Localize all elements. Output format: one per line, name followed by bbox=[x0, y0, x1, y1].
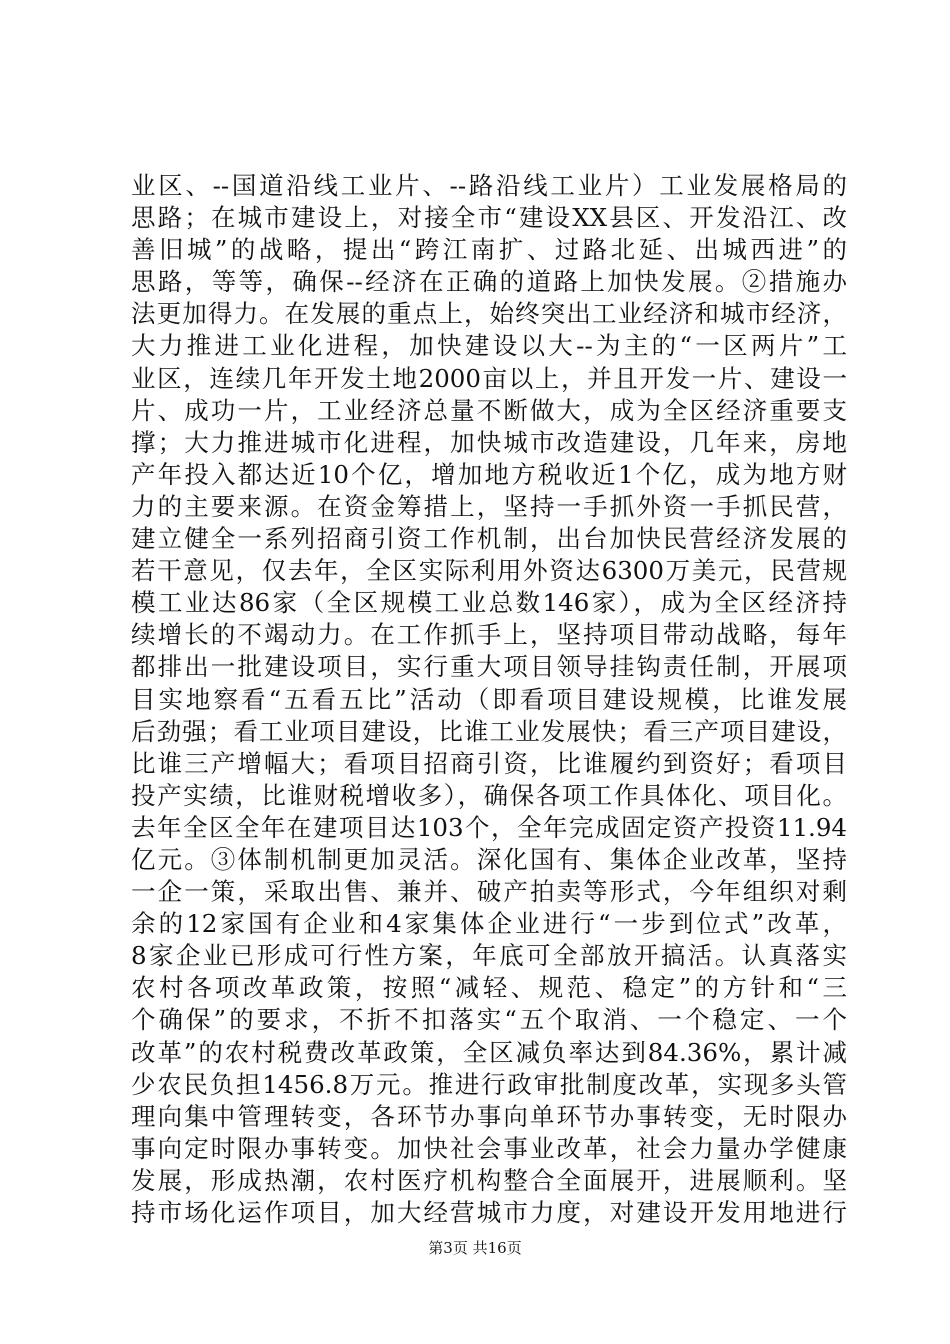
text-line: 后劲强；看工业项目建设，比谁工业发展快；看三产项目建设， bbox=[131, 716, 847, 746]
text-line: 持市场化运作项目，加大经营城市力度，对建设开发用地进行 bbox=[131, 1198, 847, 1227]
text-line: 8家企业已形成可行性方案，年底可全部放开搞活。认真落实 bbox=[131, 941, 847, 971]
text-line: 都排出一批建设项目，实行重大项目领导挂钩责任制，开展项 bbox=[131, 652, 847, 682]
text-line: 少农民负担1456.8万元。推进行政审批制度改革，实现多头管 bbox=[131, 1069, 847, 1099]
text-line: 亿元。③体制机制更加灵活。深化国有、集体企业改革，坚持 bbox=[131, 844, 847, 874]
text-line: 力的主要来源。在资金筹措上，坚持一手抓外资一手抓民营， bbox=[131, 491, 847, 521]
text-line: 思路，等等，确保--经济在正确的道路上加快发展。②措施办 bbox=[131, 267, 847, 297]
text-line: 去年全区全年在建项目达103个，全年完成固定资产投资11.94 bbox=[131, 812, 847, 842]
text-line: 发展，形成热潮，农村医疗机构整合全面展开，进展顺利。坚 bbox=[131, 1165, 847, 1195]
body-text bbox=[131, 170, 847, 1229]
text-line: 业区、--国道沿线工业片、--路沿线工业片）工业发展格局的 bbox=[131, 171, 847, 200]
text-line: 若干意见，仅去年，全区实际利用外资达6300万美元，民营规 bbox=[131, 556, 847, 586]
text-line: 改革”的农村税费改革政策，全区减负率达到84.36%，累计减 bbox=[131, 1037, 847, 1067]
text-line: 思路；在城市建设上，对接全市“建设XX县区、开发沿江、改 bbox=[131, 203, 847, 233]
text-line: 建立健全一系列招商引资工作机制，出台加快民营经济发展的 bbox=[131, 524, 847, 554]
text-line: 续增长的不竭动力。在工作抓手上，坚持项目带动战略，每年 bbox=[131, 620, 847, 650]
page-number: 第3页 共16页 bbox=[428, 1239, 522, 1257]
text-line: 产年投入都达近10个亿，增加地方税收近1个亿，成为地方财 bbox=[131, 459, 847, 489]
text-line: 余的12家国有企业和4家集体企业进行“一步到位式”改革， bbox=[131, 909, 847, 939]
text-line: 农村各项改革政策，按照“减轻、规范、稳定”的方针和“三 bbox=[131, 973, 847, 1003]
page-footer bbox=[0, 1237, 950, 1258]
text-line: 撑；大力推进城市化进程，加快城市改造建设，几年来，房地 bbox=[131, 427, 847, 457]
text-line: 模工业达86家（全区规模工业总数146家），成为全区经济持 bbox=[131, 588, 847, 618]
text-line: 事向定时限办事转变。加快社会事业改革，社会力量办学健康 bbox=[131, 1133, 847, 1163]
text-line: 投产实绩，比谁财税增收多），确保各项工作具体化、项目化。 bbox=[131, 780, 847, 810]
text-line: 一企一策，采取出售、兼并、破产拍卖等形式，今年组织对剩 bbox=[131, 877, 847, 907]
text-line: 善旧城”的战略，提出“跨江南扩、过路北延、出城西进”的 bbox=[131, 235, 847, 265]
text-line: 个确保”的要求，不折不扣落实“五个取消、一个稳定、一个 bbox=[131, 1005, 847, 1035]
text-line: 法更加得力。在发展的重点上，始终突出工业经济和城市经济， bbox=[131, 299, 847, 329]
text-line: 理向集中管理转变，各环节办事向单环节办事转变，无时限办 bbox=[131, 1101, 847, 1131]
text-line: 大力推进工业化进程，加快建设以大--为主的“一区两片”工 bbox=[131, 331, 847, 361]
text-line: 比谁三产增幅大；看项目招商引资，比谁履约到资好；看项目 bbox=[131, 748, 847, 778]
text-line: 目实地察看“五看五比”活动（即看项目建设规模，比谁发展 bbox=[131, 684, 847, 714]
text-line: 片、成功一片，工业经济总量不断做大，成为全区经济重要支 bbox=[131, 395, 847, 425]
text-line: 业区，连续几年开发土地2000亩以上，并且开发一片、建设一 bbox=[131, 363, 847, 393]
